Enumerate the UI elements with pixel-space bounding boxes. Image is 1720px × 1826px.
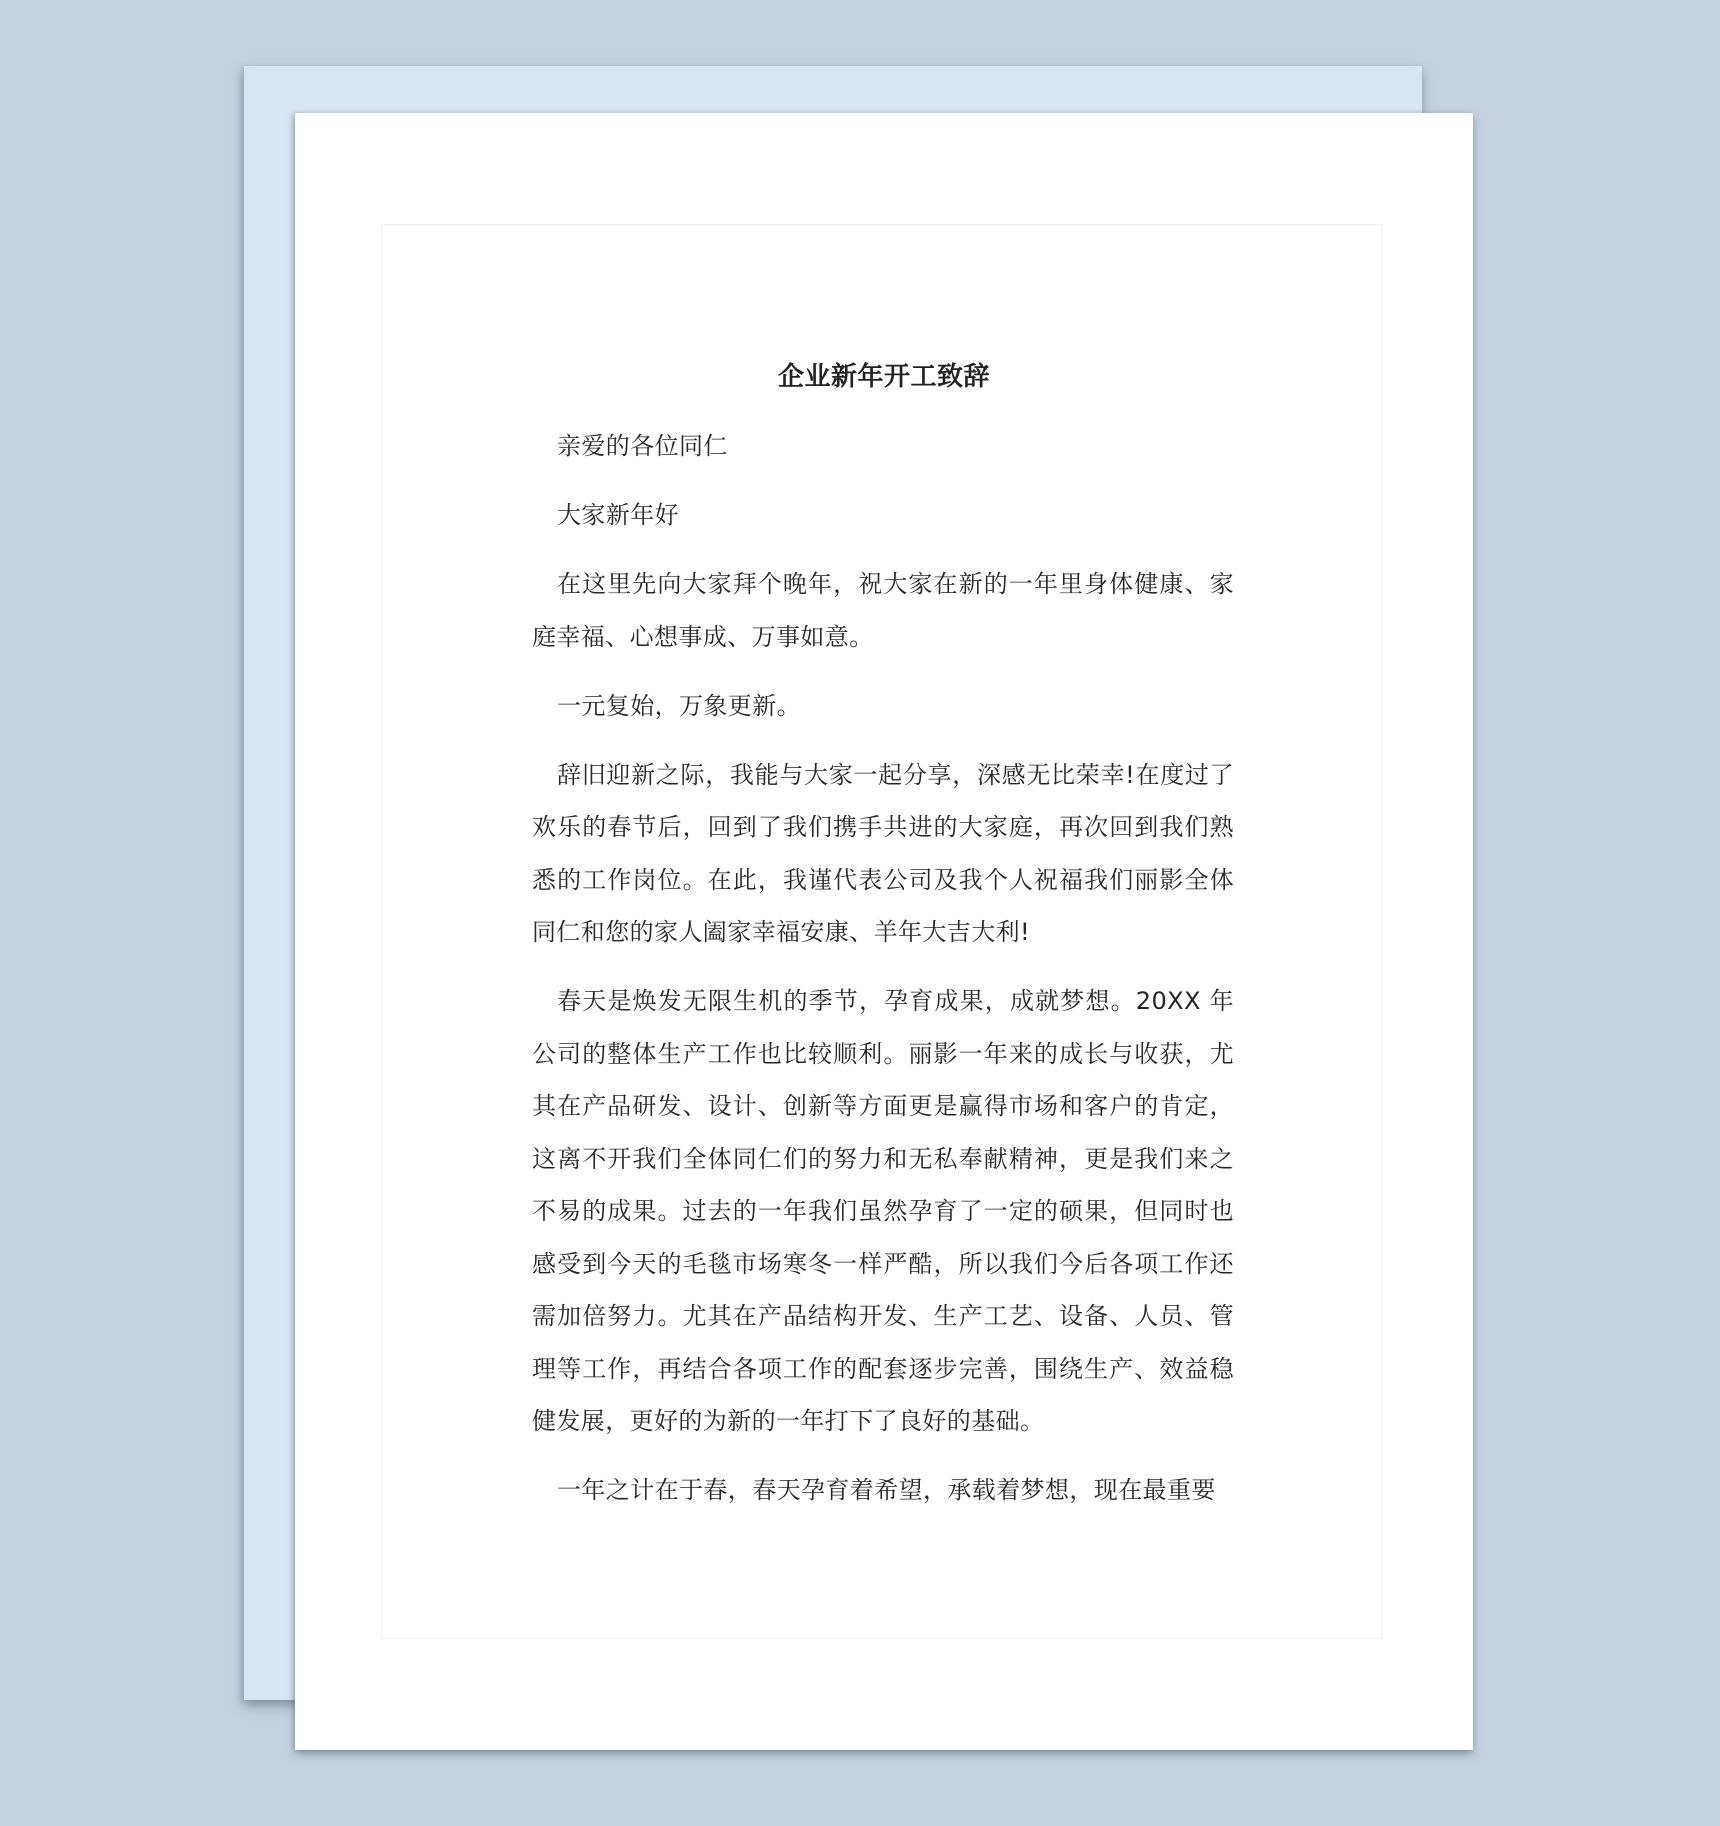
document-title: 企业新年开工致辞	[777, 362, 990, 392]
paragraph: 辞旧迎新之际，我能与大家一起分享，深感无比荣幸!在度过了欢乐的春节后，回到了我们携手共进的大家庭，再次回到我们熟悉的工作岗位。在此，我谨代表公司及我个人祝福我们丽影全体同仁和您的家人阖家幸福安康、羊年大吉大利!	[532, 760, 1234, 946]
greeting-new-year: 大家新年好	[557, 501, 679, 529]
paragraph: 一年之计在于春，春天孕育着希望，承载着梦想，现在最重要	[557, 1476, 1216, 1504]
paragraph: 春天是焕发无限生机的季节，孕育成果，成就梦想。20XX 年公司的整体生产工作也比较顺利。丽影一年来的成长与收获，尤其在产品研发、设计、创新等方面更是赢得市场和客户的肯定，这离不开我们全体同仁们的努力和无私奉献精神，更是我们来之不易的成果。过去的一年我们虽然孕育了一定的硕果，但同时也感受到今天的毛毯市场寒冬一样严酷，所以我们今后各项工作还需加倍努力。尤其在产品结构开发、生产工艺、设备、人员、管理等工作，再结合各项工作的配套逐步完善，围绕生产、效益稳健发展，更好的为新的一年打下了良好的基础。	[532, 987, 1234, 1435]
document-body	[532, 420, 1234, 1533]
document-page	[295, 113, 1473, 1750]
paragraph: 一元复始，万象更新。	[557, 691, 801, 720]
greeting-salutation: 亲爱的各位同仁	[557, 432, 728, 460]
paragraph: 在这里先向大家拜个晚年，祝大家在新的一年里身体健康、家庭幸福、心想事成、万事如意。	[532, 570, 1234, 651]
